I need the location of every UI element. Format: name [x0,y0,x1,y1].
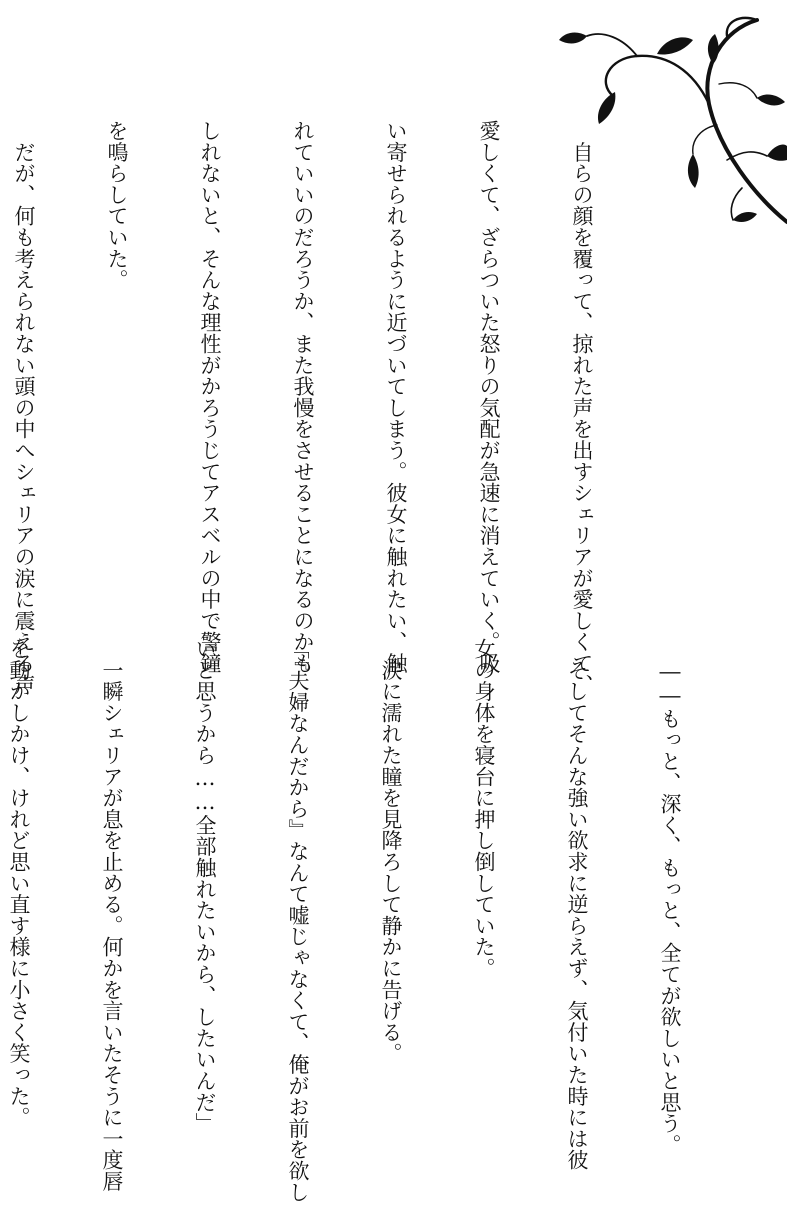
text-line: だが、何も考えられない頭の中へシェリアの涙に震える声 [12,120,36,696]
text-line: を鳴らしていた。 [105,120,129,291]
lower-text-block [0,638,747,1203]
text-line: 涙に濡れた瞳を見降ろして静かに告げる。 [379,638,403,1064]
text-line: を動かしかけ、けれど思い直す様に小さく笑った。 [7,638,31,1128]
text-line: いと思うから……全部触れたいから、したいんだ」 [193,638,217,1134]
text-line: 愛しくて、ざらついた怒りの気配が急速に消えていく。吸 [477,120,501,674]
text-line: しれないと、そんな理性がかろうじてアスベルの中で警鐘 [198,120,222,674]
text-line: そしてそんな強い欲求に逆らえず、気付いた時には彼 [565,638,589,1171]
text-line: れていいのだろうか、また我慢をさせることになるのかも [291,120,315,674]
text-line: 女の身体を寝台に押し倒していた。 [472,638,496,979]
text-line: 自らの顔を覆って、掠れた声を出すシェリアが愛しくて、 [570,120,594,696]
text-line: 一瞬シェリアが息を止める。何かを言いたそうに一度唇 [100,638,124,1192]
text-line: 「『夫婦なんだから』なんて嘘じゃなくて、俺がお前を欲し [286,638,310,1203]
text-line: ――もっと、深く、もっと、全てが欲しいと思う。 [658,638,682,1156]
upper-text-block [0,120,659,696]
text-line: い寄せられるように近づいてしまう。彼女に触れたい、触 [384,120,408,674]
